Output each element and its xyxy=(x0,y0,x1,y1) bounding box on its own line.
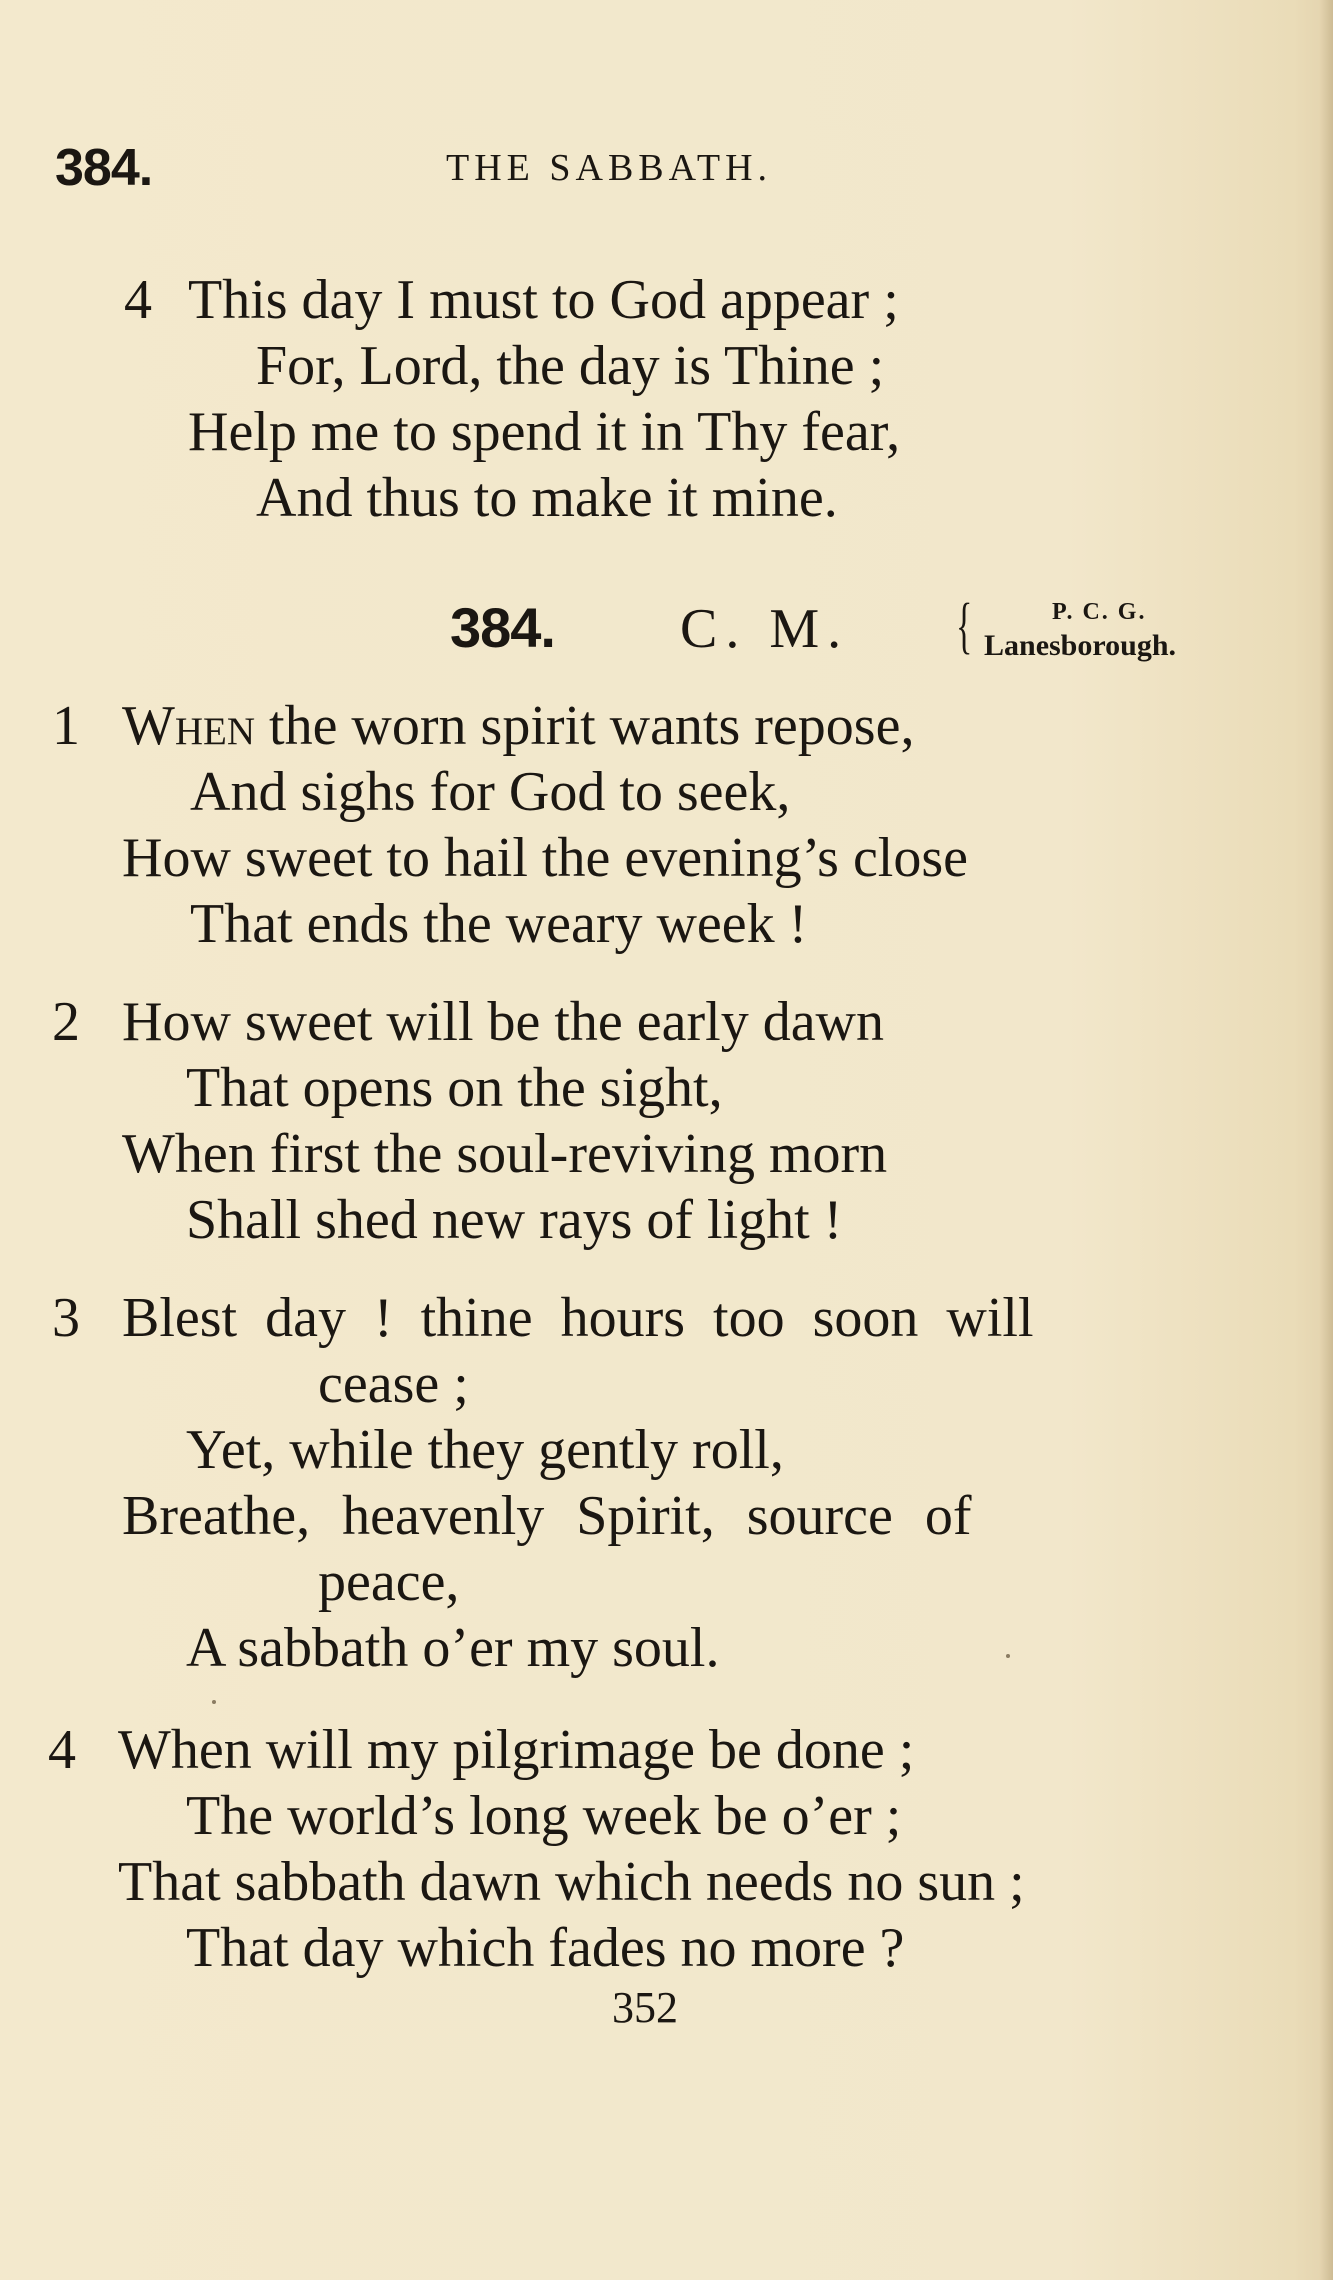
stanza-3-line-4: A sabbath o’er my soul. xyxy=(186,1617,720,1679)
paper-speck xyxy=(212,1700,216,1704)
stanza-3-line-3: Breathe, heavenly Spirit, source of xyxy=(122,1485,972,1547)
hymn-author-initials: P. C. G. xyxy=(1052,599,1147,625)
stanza-3-line-3-cont: peace, xyxy=(318,1551,460,1613)
stanza-4-number: 4 xyxy=(48,1719,76,1781)
stanza-1-line-2: And sighs for God to seek, xyxy=(190,761,791,823)
prev-stanza-number: 4 xyxy=(124,269,152,331)
stanza-3-number: 3 xyxy=(52,1287,80,1349)
stanza-2-line-3: When first the soul-reviving morn xyxy=(122,1123,888,1185)
stanza-3-line-2: Yet, while they gently roll, xyxy=(186,1419,784,1481)
prev-line-3: Help me to spend it in Thy fear, xyxy=(188,401,901,463)
running-header xyxy=(0,138,1333,198)
stanza-2-line-1: How sweet will be the early dawn xyxy=(122,991,884,1053)
paper-speck xyxy=(1006,1654,1010,1658)
stanza-4-line-2: The world’s long week be o’er ; xyxy=(186,1785,902,1847)
page-edge xyxy=(1319,0,1333,2280)
stanza-2-number: 2 xyxy=(52,991,80,1053)
stanza-1-line-4: That ends the weary week ! xyxy=(190,893,808,955)
hymn-number: 384. xyxy=(450,596,555,659)
stanza-3-line-1: Blest day ! thine hours too soon will xyxy=(122,1287,1034,1349)
stanza-1-number: 1 xyxy=(52,695,80,757)
prev-line-2: For, Lord, the day is Thine ; xyxy=(256,335,885,397)
stanza-1-line-1-rest: the worn spirit wants repose, xyxy=(255,695,915,757)
section-title: THE SABBATH. xyxy=(446,147,773,189)
footer-page-number: 352 xyxy=(612,1983,678,2032)
stanza-4-line-1: When will my pilgrimage be done ; xyxy=(118,1719,915,1781)
stanza-1-line-3: How sweet to hail the evening’s close xyxy=(122,827,969,889)
hymn-heading xyxy=(0,592,1333,675)
prev-line-1: This day I must to God appear ; xyxy=(188,269,899,331)
hymn-tune-name: Lanesborough. xyxy=(984,629,1177,662)
stanza-3-line-1-cont: cease ; xyxy=(318,1353,469,1415)
brace-glyph: { xyxy=(956,592,973,660)
stanza-2-line-2: That opens on the sight, xyxy=(186,1057,723,1119)
stanza-1-first-word: When xyxy=(122,695,256,757)
prev-line-4: And thus to make it mine. xyxy=(256,467,838,529)
stanza-1-line-1 xyxy=(122,695,915,757)
header-page-number: 384. xyxy=(55,139,153,197)
stanza-2-line-4: Shall shed new rays of light ! xyxy=(186,1189,843,1251)
stanza-4-line-4: That day which fades no more ? xyxy=(186,1917,905,1979)
stanza-4-line-3: That sabbath dawn which needs no sun ; xyxy=(118,1851,1025,1913)
hymn-meter: C. M. xyxy=(680,598,850,660)
